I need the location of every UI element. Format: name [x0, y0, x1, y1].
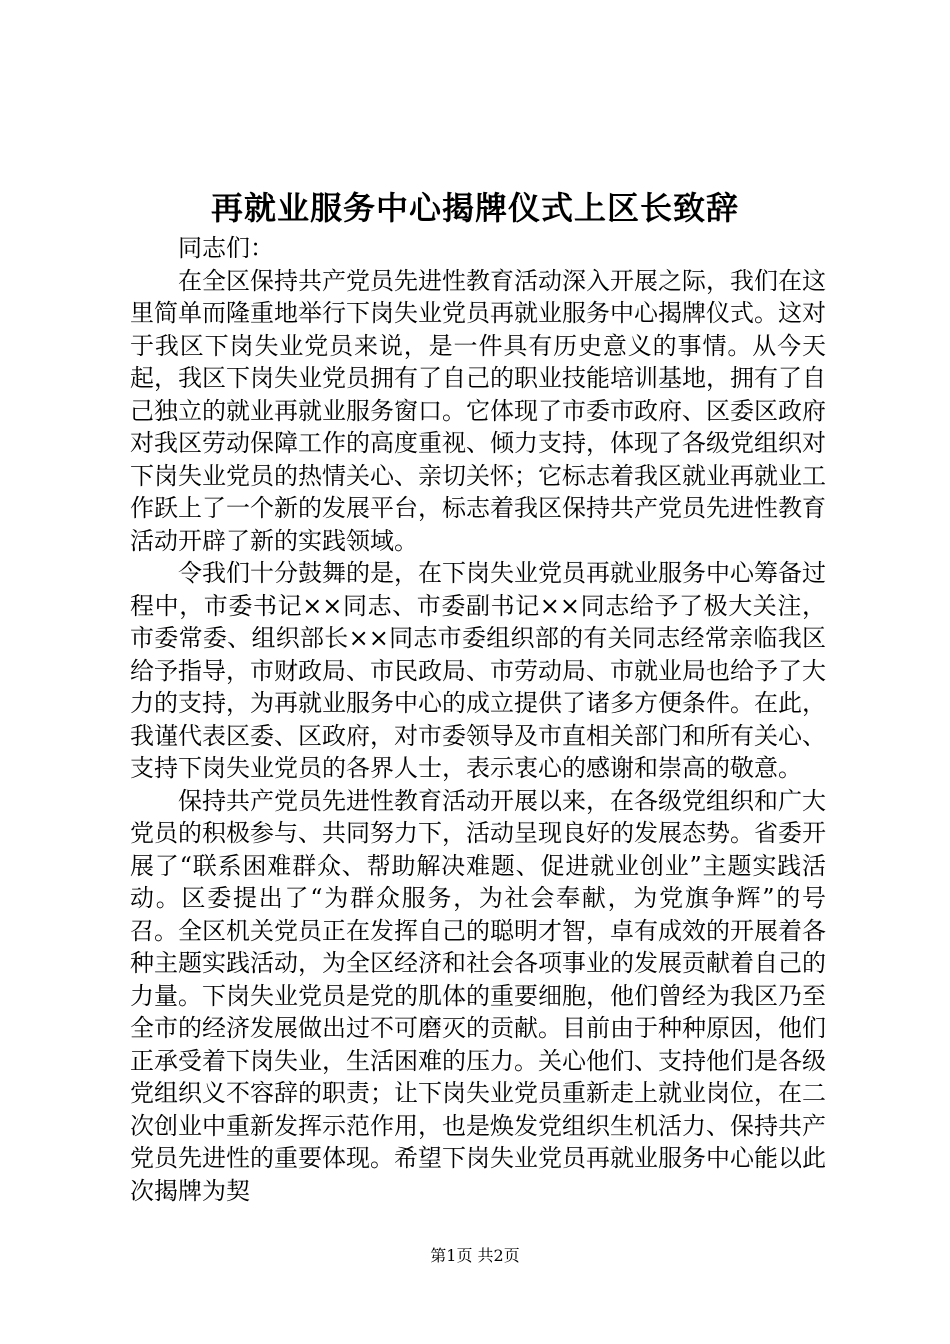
document-body	[130, 232, 826, 1207]
paragraph-3: 保持共产党员先进性教育活动开展以来，在各级党组织和广大党员的积极参与、共同努力下，活动呈现良好的发展态势。省委开展了“联系困难群众、帮助解决难题、促进就业创业”主题实践活动。区委提出了“为群众服务，为社会奉献，为党旗争辉”的号召。全区机关党员正在发挥自己的聪明才智，卓有成效的开展着各种主题实践活动，为全区经济和社会各项事业的发展贡献着自己的力量。下岗失业党员是党的肌体的重要细胞，他们曾经为我区乃至全市的经济发展做出过不可磨灭的贡献。目前由于种种原因，他们正承受着下岗失业，生活困难的压力。关心他们、支持他们是各级党组织义不容辞的职责；让下岗失业党员重新走上就业岗位，在二次创业中重新发挥示范作用，也是焕发党组织生机活力、保持共产党员先进性的重要体现。希望下岗失业党员再就业服务中心能以此次揭牌为契	[130, 786, 826, 1205]
page-footer: 第1页 共2页	[430, 1246, 520, 1265]
paragraph-2: 令我们十分鼓舞的是，在下岗失业党员再就业服务中心筹备过程中，市委书记××同志、市委副书记××同志给予了极大关注，市委常委、组织部长××同志市委组织部的有关同志经常亲临我区给予指导，市财政局、市民政局、市劳动局、市就业局也给予了大力的支持，为再就业服务中心的成立提供了诸多方便条件。在此，我谨代表区委、区政府，对市委领导及市直相关部门和所有关心、支持下岗失业党员的各界人士，表示衷心的感谢和崇高的敬意。	[130, 559, 826, 782]
paragraph-1: 在全区保持共产党员先进性教育活动深入开展之际，我们在这里简单而隆重地举行下岗失业党员再就业服务中心揭牌仪式。这对于我区下岗失业党员来说，是一件具有历史意义的事情。从今天起，我区下岗失业党员拥有了自己的职业技能培训基地，拥有了自己独立的就业再就业服务窗口。它体现了市委市政府、区委区政府对我区劳动保障工作的高度重视、倾力支持，体现了各级党组织对下岗失业党员的热情关心、亲切关怀；它标志着我区就业再就业工作跃上了一个新的发展平台，标志着我区保持共产党员先进性教育活动开辟了新的实践领域。	[130, 266, 826, 555]
document-title: 再就业服务中心揭牌仪式上区长致辞	[210, 189, 739, 227]
salutation: 同志们：	[178, 234, 274, 262]
